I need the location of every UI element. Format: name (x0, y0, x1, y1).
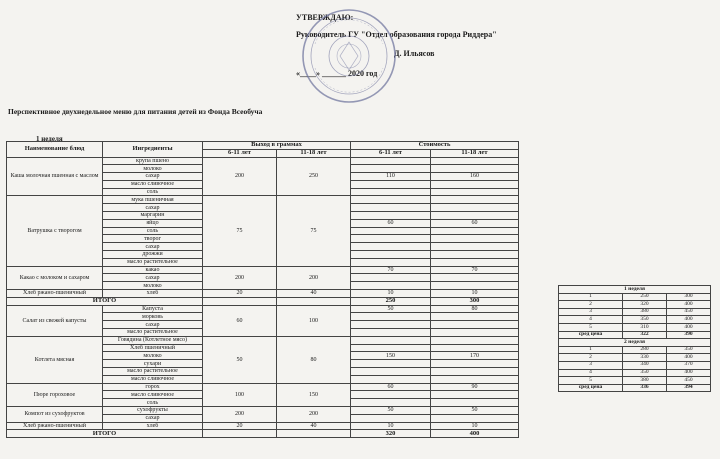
header-cost-age2: 11-18 лет (431, 149, 519, 157)
output-age1-value: 20 (236, 422, 243, 429)
total-empty (277, 297, 351, 305)
summary-cell: 1 (559, 346, 623, 354)
summary-row (559, 301, 711, 309)
output-age2-value: 250 (309, 173, 318, 180)
summary-average-row (559, 384, 711, 392)
output-age1 (203, 422, 277, 430)
cost-age2: 90 (431, 383, 519, 391)
output-age2-value: 75 (310, 228, 317, 235)
summary-cell: 4 (559, 316, 623, 324)
ingredient-cell: молоко (103, 352, 203, 360)
cost-empty (351, 251, 431, 259)
output-age2 (277, 266, 351, 289)
header-output-age2: 11-18 лет (277, 149, 351, 157)
cost-age1: 50 (351, 305, 431, 313)
cost-empty (351, 336, 431, 344)
cost-empty (351, 391, 431, 399)
summary-cell: сред цена (559, 384, 623, 392)
week-label: 1 неделя (36, 135, 63, 143)
output-age2 (277, 305, 351, 336)
total-row (7, 297, 519, 305)
output-age1 (203, 266, 277, 289)
summary-week-header (559, 339, 711, 347)
cost-empty (351, 375, 431, 383)
output-age1-value: 20 (236, 290, 243, 297)
output-age2 (277, 196, 351, 266)
dish-name: Салат из свежей капусты (7, 305, 103, 336)
cost-age1: 60 (351, 383, 431, 391)
output-age1-value: 200 (235, 173, 244, 180)
ingredient-cell: сахар (103, 173, 203, 181)
cost-empty (351, 344, 431, 352)
cost-age2: 10 (431, 290, 519, 298)
cost-empty (431, 375, 519, 383)
table-row (7, 196, 519, 204)
cost-empty (351, 243, 431, 251)
cost-age2: 80 (431, 305, 519, 313)
cost-empty (351, 282, 431, 290)
ingredient-cell: сахар (103, 414, 203, 422)
summary-row (559, 369, 711, 377)
cost-empty (431, 399, 519, 407)
summary-cell: 300 (667, 293, 711, 301)
cost-empty (351, 313, 431, 321)
summary-cell: 250 (623, 293, 667, 301)
cost-empty (431, 180, 519, 188)
menu-table (6, 141, 519, 438)
ingredient-cell: сахар (103, 274, 203, 282)
cost-empty (351, 235, 431, 243)
summary-cell: 3 (559, 361, 623, 369)
cost-empty (351, 329, 431, 337)
table-row (7, 422, 519, 430)
summary-cell: 1 (559, 293, 623, 301)
approval-date: «____» ______ 2020 год (296, 69, 378, 78)
table-row (7, 266, 519, 274)
output-age1-value: 100 (235, 391, 244, 398)
cost-empty (351, 414, 431, 422)
summary-row (559, 293, 711, 301)
cost-age1: 110 (351, 173, 431, 181)
summary-row (559, 361, 711, 369)
summary-row (559, 354, 711, 362)
cost-empty (431, 414, 519, 422)
output-age1-value: 200 (235, 411, 244, 418)
cost-empty (431, 204, 519, 212)
cost-empty (351, 321, 431, 329)
output-age2-value: 100 (309, 317, 318, 324)
ingredient-cell: сахар (103, 204, 203, 212)
header-output-age1: 6-11 лет (203, 149, 277, 157)
output-age2 (277, 407, 351, 423)
ingredient-cell: какао (103, 266, 203, 274)
cost-empty (351, 360, 431, 368)
summary-cell: 370 (667, 361, 711, 369)
output-age1 (203, 290, 277, 298)
cost-empty (351, 196, 431, 204)
ingredient-cell: дрожжи (103, 251, 203, 259)
summary-cell: 1 неделя (559, 286, 711, 294)
table-row (7, 407, 519, 415)
cost-age2: 60 (431, 219, 519, 227)
summary-cell: 350 (623, 316, 667, 324)
total-cost-age1: 250 (351, 297, 431, 305)
summary-cell: 400 (667, 316, 711, 324)
summary-cell: 400 (667, 301, 711, 309)
cost-age1: 10 (351, 290, 431, 298)
menu-title: Перспективное двухнедельное меню для питания детей из Фонда Всеобуча (8, 107, 263, 116)
output-age2 (277, 422, 351, 430)
summary-cell: 322 (623, 331, 667, 339)
output-age2 (277, 383, 351, 406)
cost-empty (431, 360, 519, 368)
ingredient-cell: соль (103, 399, 203, 407)
summary-cell: 310 (623, 323, 667, 331)
ingredient-cell: сухофрукты (103, 407, 203, 415)
summary-cell: 450 (667, 308, 711, 316)
cost-empty (431, 282, 519, 290)
cost-age1: 10 (351, 422, 431, 430)
total-empty (203, 430, 277, 438)
summary-cell: 2 неделя (559, 339, 711, 347)
summary-average-row (559, 331, 711, 339)
summary-cell: 5 (559, 323, 623, 331)
output-age1 (203, 305, 277, 336)
header-cost-age1: 6-11 лет (351, 149, 431, 157)
cost-empty (431, 212, 519, 220)
header-cost: Стоимость (351, 142, 519, 150)
header-dish: Наименование блюд (7, 142, 103, 158)
summary-cell: 330 (623, 354, 667, 362)
dish-name: Пюре гороховое (7, 383, 103, 406)
ingredient-cell: молоко (103, 282, 203, 290)
summary-cell: 2 (559, 301, 623, 309)
ingredient-cell: соль (103, 188, 203, 196)
output-age1 (203, 157, 277, 196)
cost-empty (431, 321, 519, 329)
output-age2-value: 200 (309, 411, 318, 418)
total-row (7, 430, 519, 438)
ingredient-cell: мука пшеничная (103, 196, 203, 204)
summary-cell: 4 (559, 369, 623, 377)
cost-empty (431, 196, 519, 204)
summary-cell: 394 (667, 384, 711, 392)
total-label: ИТОГО (7, 297, 203, 305)
cost-age1: 150 (351, 352, 431, 360)
output-age1 (203, 383, 277, 406)
output-age1 (203, 407, 277, 423)
output-age2-value: 80 (310, 356, 317, 363)
cost-age2: 170 (431, 352, 519, 360)
summary-cell: 336 (623, 384, 667, 392)
cost-empty (351, 188, 431, 196)
summary-row (559, 308, 711, 316)
summary-cell: 350 (667, 346, 711, 354)
output-age1-value: 60 (236, 317, 243, 324)
cost-empty (431, 344, 519, 352)
cost-empty (351, 157, 431, 165)
ingredient-cell: Капуста (103, 305, 203, 313)
table-row (7, 305, 519, 313)
summary-cell: 3 (559, 308, 623, 316)
summary-row (559, 377, 711, 385)
cost-age1: 60 (351, 219, 431, 227)
ingredient-cell: маргарин (103, 212, 203, 220)
total-cost-age2: 300 (431, 297, 519, 305)
output-age2 (277, 336, 351, 383)
summary-row (559, 323, 711, 331)
dish-name: Хлеб ржано-пшеничный (7, 290, 103, 298)
output-age1-value: 200 (235, 274, 244, 281)
dish-name: Компот из сухофруктов (7, 407, 103, 423)
summary-cell: 5 (559, 377, 623, 385)
ingredient-cell: хлеб (103, 422, 203, 430)
ingredient-cell: сухари (103, 360, 203, 368)
summary-cell: 340 (623, 361, 667, 369)
summary-cell: 320 (623, 301, 667, 309)
summary-cell: сред цена (559, 331, 623, 339)
ingredient-cell: масло растительное (103, 368, 203, 376)
cost-empty (351, 368, 431, 376)
cost-empty (431, 251, 519, 259)
ingredient-cell: творог (103, 235, 203, 243)
ingredient-cell: масло сливочное (103, 180, 203, 188)
total-cost-age1: 320 (351, 430, 431, 438)
dish-name: Хлеб ржано-пшеничный (7, 422, 103, 430)
cost-empty (351, 180, 431, 188)
cost-empty (431, 188, 519, 196)
dish-name: Каша молочная пшенная с маслом (7, 157, 103, 196)
summary-cell: 280 (623, 346, 667, 354)
ingredient-cell: Говядина (Котлетное мясо) (103, 336, 203, 344)
approval-name: Д. Ильясов (394, 49, 435, 58)
cost-empty (431, 165, 519, 173)
summary-row (559, 346, 711, 354)
cost-empty (351, 204, 431, 212)
ingredient-cell: Хлеб пшеничный (103, 344, 203, 352)
ingredient-cell: масло растительное (103, 258, 203, 266)
cost-empty (431, 157, 519, 165)
summary-week-header (559, 286, 711, 294)
summary-cell: 450 (667, 377, 711, 385)
dish-name: Ватрушка с творогом (7, 196, 103, 266)
cost-age2: 160 (431, 173, 519, 181)
cost-empty (431, 243, 519, 251)
output-age1-value: 50 (236, 356, 243, 363)
official-seal-icon (300, 4, 398, 108)
cost-age2: 50 (431, 407, 519, 415)
cost-empty (431, 329, 519, 337)
cost-empty (431, 235, 519, 243)
summary-cell: 400 (667, 354, 711, 362)
ingredient-cell: масло сливочное (103, 391, 203, 399)
dish-name: Котлета мясная (7, 336, 103, 383)
output-age2 (277, 290, 351, 298)
approval-position: Руководитель ГУ "Отдел образования города Риддера" (296, 30, 497, 39)
price-summary-table (558, 285, 711, 392)
table-row (7, 336, 519, 344)
output-age2-value: 40 (310, 290, 317, 297)
cost-empty (351, 212, 431, 220)
table-row (7, 157, 519, 165)
cost-empty (431, 336, 519, 344)
ingredient-cell: яйцо (103, 219, 203, 227)
header-output: Выход в граммах (203, 142, 351, 150)
summary-cell: 350 (623, 369, 667, 377)
output-age2 (277, 157, 351, 196)
header-ingredients: Ингредиенты (103, 142, 203, 158)
cost-age1: 70 (351, 266, 431, 274)
total-empty (203, 297, 277, 305)
cost-age1: 50 (351, 407, 431, 415)
total-cost-age2: 400 (431, 430, 519, 438)
cost-empty (351, 227, 431, 235)
total-empty (277, 430, 351, 438)
ingredient-cell: морковь (103, 313, 203, 321)
output-age1 (203, 196, 277, 266)
ingredient-cell: масло сливочное (103, 375, 203, 383)
total-label: ИТОГО (7, 430, 203, 438)
summary-cell: 380 (623, 308, 667, 316)
summary-cell: 400 (667, 323, 711, 331)
cost-age2: 70 (431, 266, 519, 274)
output-age1 (203, 336, 277, 383)
cost-empty (431, 227, 519, 235)
output-age2-value: 40 (310, 422, 317, 429)
cost-empty (351, 399, 431, 407)
approval-heading: УТВЕРЖДАЮ: (296, 13, 354, 22)
cost-age2: 10 (431, 422, 519, 430)
table-row (7, 383, 519, 391)
cost-empty (431, 391, 519, 399)
summary-cell: 2 (559, 354, 623, 362)
cost-empty (431, 258, 519, 266)
ingredient-cell: масло растительное (103, 329, 203, 337)
cost-empty (351, 258, 431, 266)
cost-empty (431, 313, 519, 321)
summary-row (559, 316, 711, 324)
summary-cell: 390 (667, 331, 711, 339)
summary-cell: 400 (667, 369, 711, 377)
output-age1-value: 75 (236, 228, 243, 235)
cost-empty (351, 165, 431, 173)
cost-empty (431, 274, 519, 282)
ingredient-cell: хлеб (103, 290, 203, 298)
ingredient-cell: горох (103, 383, 203, 391)
cost-empty (351, 274, 431, 282)
table-row (7, 290, 519, 298)
summary-cell: 380 (623, 377, 667, 385)
output-age2-value: 150 (309, 391, 318, 398)
ingredient-cell: соль (103, 227, 203, 235)
dish-name: Какао с молоком и сахаром (7, 266, 103, 289)
output-age2-value: 200 (309, 274, 318, 281)
ingredient-cell: крупа пшено (103, 157, 203, 165)
ingredient-cell: молоко (103, 165, 203, 173)
ingredient-cell: сахар (103, 321, 203, 329)
ingredient-cell: сахар (103, 243, 203, 251)
cost-empty (431, 368, 519, 376)
